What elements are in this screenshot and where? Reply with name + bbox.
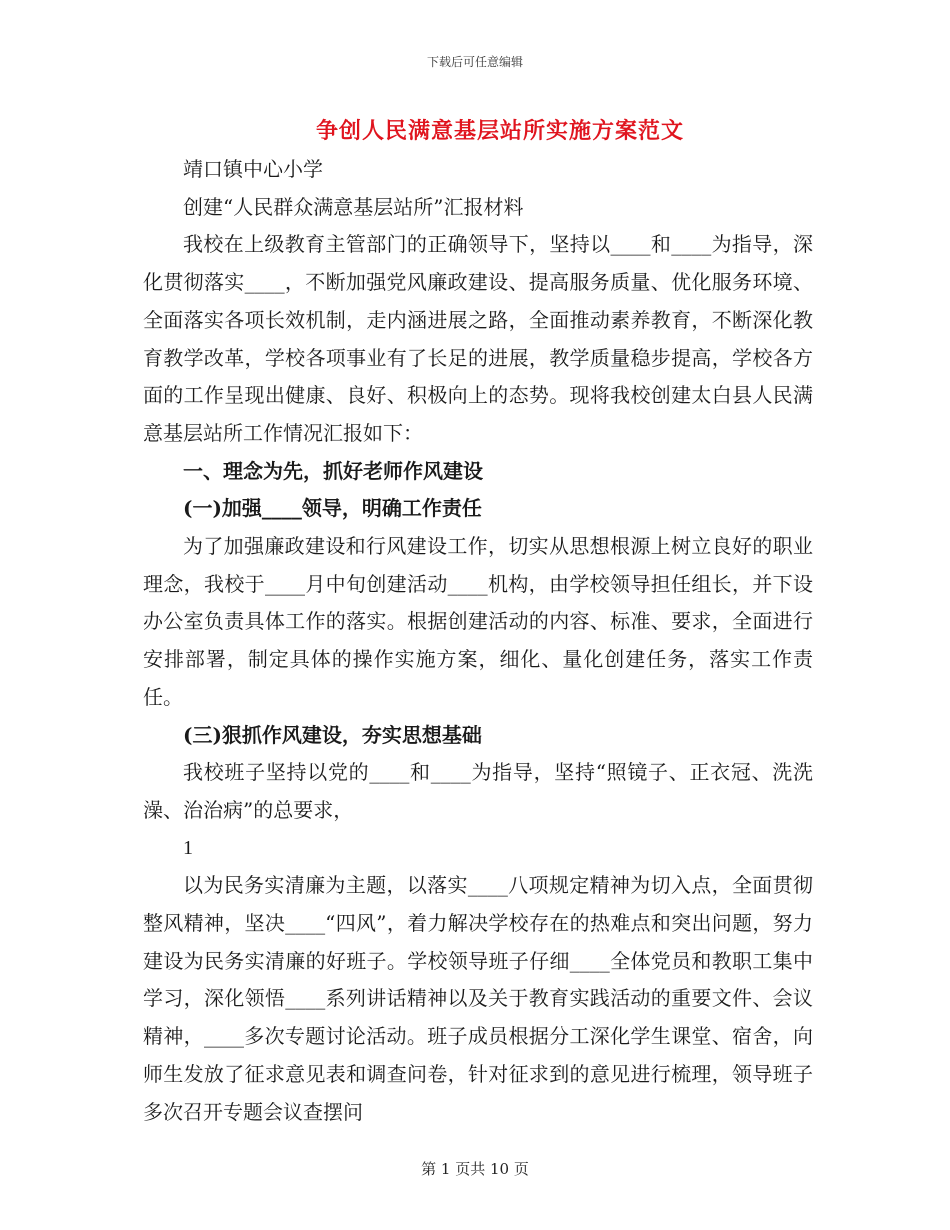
paragraph: 创建“人民群众满意基层站所”汇报材料 xyxy=(183,194,524,219)
subsection-heading: (三)狠抓作风建设，夯实思想基础 xyxy=(183,722,482,747)
section-heading: 一、理念为先，抓好老师作风建设 xyxy=(183,458,483,483)
header-note: 下载后可任意编辑 xyxy=(426,55,523,69)
paragraph: 靖口镇中心小学 xyxy=(183,157,323,181)
paragraph: 为了加强廉政建设和行风建设工作，切实从思想根源上树立良好的职业理念，我校于____月中旬创建活动____机构，由学校领导担任组长，并下设办公室负责具体工作的落实。根据创建活动的内容、标准、要求，全面进行安排部署，制定具体的操作实施方案，细化、量化创建任务，落实工作责任。 xyxy=(143,534,813,709)
document-body xyxy=(143,151,813,1131)
page-footer: 第 1 页共 10 页 xyxy=(421,1160,529,1178)
paragraph: 以为民务实清廉为主题，以落实____八项规定精神为切入点，全面贯彻整风精神，坚决____“四风”，着力解决学校存在的热难点和突出问题，努力建设为民务实清廉的好班子。学校领导班子仔细____全体党员和教职工集中学习，深化领悟____系列讲话精神以及关于教育实践活动的重要文件、会议精神，____多次专题讨论活动。班子成员根据分工深化学生课堂、宿舍，向师生发放了征求意见表和调查问卷，针对征求到的意见进行梳理，领导班子多次召开专题会议查摆问 xyxy=(143,873,813,1124)
document-title: 争创人民满意基层站所实施方案范文 xyxy=(315,118,684,144)
subsection-heading: (一)加强____领导，明确工作责任 xyxy=(183,496,482,521)
inline-page-number: 1 xyxy=(183,836,193,859)
paragraph: 我校班子坚持以党的____和____为指导，坚持“照镜子、正衣冠、洗洗澡、治治病”的总要求， xyxy=(143,760,813,822)
paragraph: 我校在上级教育主管部门的正确领导下，坚持以____和____为指导，深化贯彻落实____，不断加强党风廉政建设、提高服务质量、优化服务环境、全面落实各项长效机制，走内涵进展之路，全面推动素养教育，不断深化教育教学改革，学校各项事业有了长足的进展，教学质量稳步提高，学校各方面的工作呈现出健康、良好、积极向上的态势。现将我校创建太白县人民满意基层站所工作情况汇报如下： xyxy=(143,232,813,445)
